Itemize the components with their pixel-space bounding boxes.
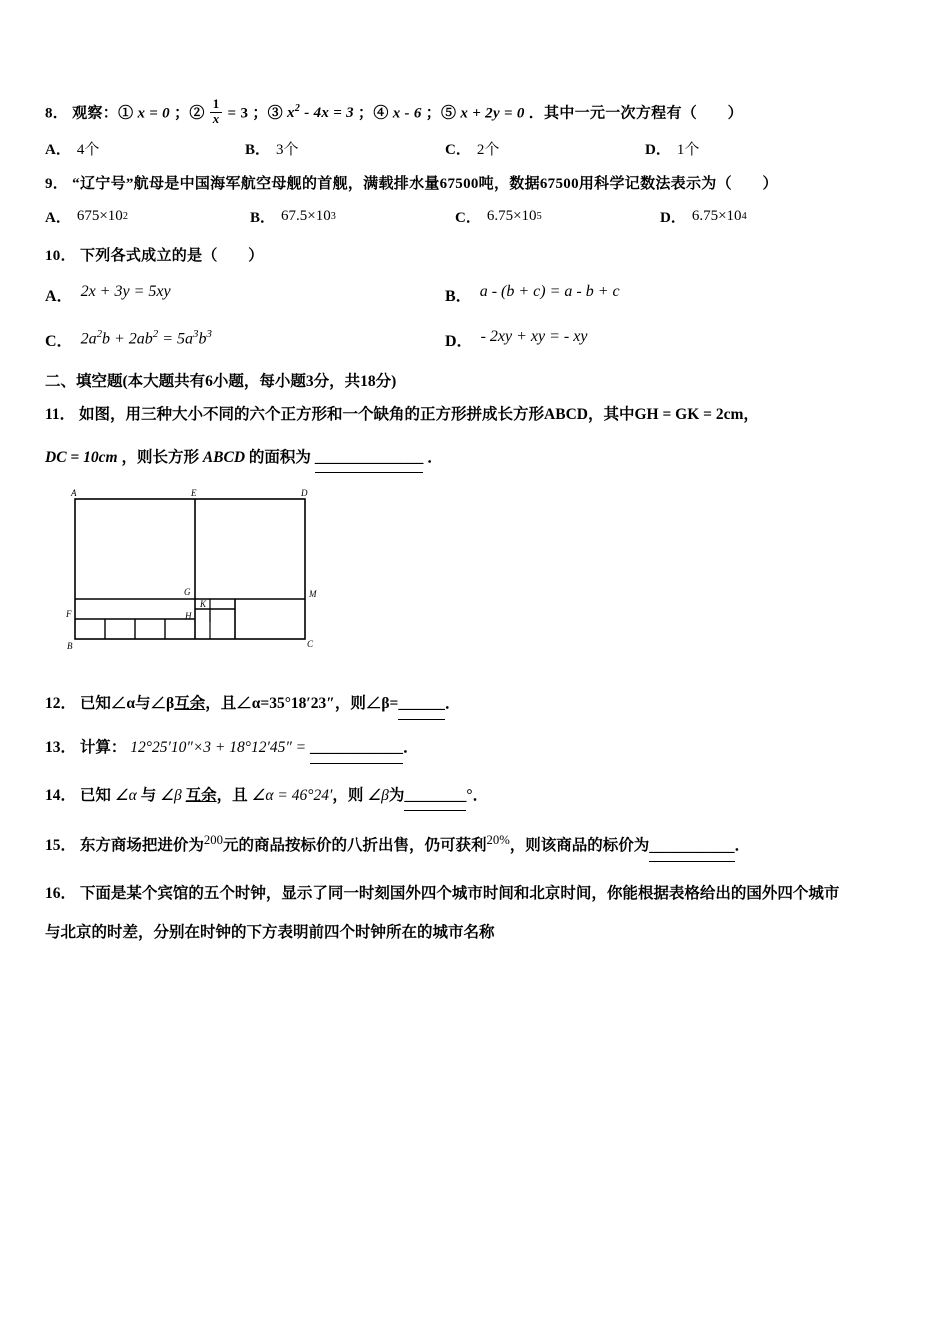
q14-beta: ∠β: [160, 786, 182, 804]
q8-item5: x + 2y = 0: [460, 105, 525, 122]
q9-option-a-mantissa: 675: [76, 207, 100, 224]
q10-option-d[interactable]: [445, 328, 845, 351]
q10-option-b[interactable]: [445, 283, 845, 306]
svg-text:B: B: [67, 641, 73, 652]
q16-line1: 下面是某个宾馆的五个时钟，显示了同一时刻国外四个城市时间和北京时间，你能根据表格给出的国外四个城市: [79, 885, 840, 903]
q9-options: [45, 206, 905, 227]
q9-option-c-exp: 5: [536, 210, 542, 222]
q15-text-b: 元的商品按标价的八折出售，仍可获利: [222, 837, 487, 855]
q15-text-a: 东方商场把进价为: [79, 837, 204, 855]
page-content: [45, 97, 905, 958]
q14-text-e: 为: [388, 786, 405, 804]
question-14: [45, 782, 905, 812]
q8-option-b-text: 3个: [276, 142, 299, 159]
q14-beta-2: ∠β: [367, 786, 389, 804]
q9-option-a-times: ×10: [99, 207, 123, 224]
q14-text-d: ，则: [332, 786, 364, 804]
q8-fraction: [210, 98, 223, 126]
q8-sep4: ；⑤: [425, 105, 457, 122]
q12-number: 12．: [45, 695, 77, 713]
q11-line2end: ．: [427, 448, 443, 466]
q9-option-d[interactable]: [660, 206, 865, 227]
svg-text:C: C: [307, 639, 314, 650]
svg-text:K: K: [200, 599, 207, 610]
q8-item4: x - 6: [392, 105, 422, 122]
q11-line2d: 的面积为: [248, 448, 311, 466]
q9-option-c[interactable]: [455, 206, 660, 227]
question-13: [45, 734, 905, 764]
q9-option-d-exp: 4: [741, 210, 747, 222]
question-11: [45, 401, 905, 430]
svg-text:D: D: [301, 488, 308, 499]
q10-options: [45, 283, 905, 351]
q14-alpha-value: ∠α = 46°24′: [251, 786, 333, 804]
q8-sep2: ；③: [252, 105, 283, 122]
q8-frac-numerator: 1: [210, 98, 223, 113]
q10-option-b-label: B．: [445, 288, 472, 306]
q15-text-c: ，则该商品的标价为: [509, 837, 650, 855]
q9-option-b-mantissa: 67.5: [281, 207, 308, 224]
question-11-line2: [45, 444, 905, 474]
svg-text:E: E: [191, 488, 197, 499]
svg-text:M: M: [309, 589, 317, 600]
q8-frac-eq: = 3: [227, 105, 249, 122]
q10-stem: 下列各式成立的是（ ）: [79, 247, 264, 264]
q15-answer-blank[interactable]: ___________: [649, 833, 734, 863]
q14-text-b: 与: [140, 786, 157, 804]
q13-answer-blank[interactable]: ____________: [310, 734, 403, 764]
q11-answer-blank[interactable]: ______________: [315, 444, 424, 474]
q9-option-a-exp: 2: [122, 210, 128, 222]
q14-alpha: ∠α: [114, 786, 137, 804]
q10-option-a[interactable]: [45, 283, 445, 306]
q8-sep3: ；④: [358, 105, 389, 122]
q9-option-b-times: ×10: [307, 207, 331, 224]
svg-text:A: A: [71, 488, 77, 499]
q13-expression: 12°25′10″×3 + 18°12′45″ =: [130, 739, 307, 757]
q11-line1: 如图，用三种大小不同的六个正方形和一个缺角的正方形拼成长方形ABCD，其中GH = GK = 2cm，: [79, 406, 759, 424]
q13-text-a: 计算：: [79, 739, 127, 757]
q8-sep1: ；②: [174, 105, 205, 122]
q8-option-d-label: D．: [645, 142, 671, 159]
section-2-title: 二、填空题(本大题共有6小题，每小题3分，共18分): [45, 373, 397, 391]
q8-item3: $x^2 - 4x = 3$: [286, 103, 354, 122]
q13-text-b: ．: [403, 739, 419, 757]
q13-number: 13．: [45, 739, 77, 757]
q8-option-a[interactable]: [45, 138, 245, 159]
q12-text-a: 已知∠α与∠β: [79, 695, 175, 713]
q14-text-f: °．: [466, 786, 489, 804]
q8-option-a-label: A．: [45, 142, 71, 159]
q8-option-d[interactable]: [645, 138, 845, 159]
question-11-figure: [55, 487, 905, 672]
q16-number: 16．: [45, 885, 77, 903]
q10-option-a-label: A．: [45, 288, 73, 306]
q10-options-row-2: [45, 328, 905, 351]
q9-option-b[interactable]: [250, 206, 455, 227]
question-8: [45, 97, 905, 128]
q10-option-c[interactable]: [45, 328, 445, 351]
q8-tail: ．其中一元一次方程有（ ）: [528, 105, 743, 122]
q10-option-b-text: a - (b + c) = a - b + c: [479, 283, 620, 301]
q8-frac-denominator: x: [212, 111, 220, 126]
q10-option-c-label: C．: [45, 333, 73, 351]
q12-underlined: 互余: [174, 695, 206, 713]
q8-option-d-text: 1个: [676, 142, 700, 159]
q9-option-c-mantissa: 6.75: [486, 207, 514, 224]
q15-text-d: ．: [734, 837, 751, 855]
q8-number: 8．: [45, 105, 69, 122]
q8-option-a-text: 4个: [76, 142, 100, 159]
q15-profit-value: 20%: [486, 833, 510, 848]
q15-number: 15．: [45, 837, 77, 855]
question-10: [45, 245, 905, 268]
question-15: [45, 829, 905, 862]
q11-abcd: ABCD: [202, 448, 246, 466]
q11-dc-value: DC = 10cm: [45, 448, 118, 466]
svg-text:H: H: [185, 611, 192, 622]
q9-option-d-times: ×10: [718, 207, 742, 224]
q10-option-a-text: 2x + 3y = 5xy: [80, 283, 171, 301]
q16-line2: 与北京的时差，分别在时钟的下方表明前四个时钟所在的城市名称: [45, 923, 495, 941]
svg-text:G: G: [184, 587, 191, 598]
q9-option-a[interactable]: [45, 206, 250, 227]
q11-line2b: ，则长方形: [121, 448, 199, 466]
q14-text-a: 已知: [79, 786, 111, 804]
q14-number: 14．: [45, 786, 77, 804]
q9-option-c-times: ×10: [513, 207, 537, 224]
q9-stem: “辽宁号”航母是中国海军航空母舰的首舰，满载排水量67500吨，数据67500用科学记数法表示为（ ）: [72, 176, 778, 193]
rectangle-puzzle-diagram: [55, 487, 355, 667]
q9-option-d-mantissa: 6.75: [691, 207, 719, 224]
q14-underlined: 互余: [185, 786, 217, 804]
question-12: [45, 690, 905, 720]
q8-option-c[interactable]: [445, 138, 645, 159]
question-9: [45, 173, 905, 196]
q10-option-d-text: - 2xy + xy = - xy: [480, 328, 588, 346]
q9-option-d-label: D．: [660, 209, 686, 226]
q9-option-b-exp: 3: [330, 210, 336, 222]
q12-text-c: ．: [444, 695, 461, 713]
q11-number: 11．: [45, 406, 76, 424]
q10-option-d-label: D．: [445, 333, 473, 351]
question-16: [45, 880, 905, 909]
q8-option-c-text: 2个: [476, 142, 500, 159]
q8-option-c-label: C．: [445, 142, 471, 159]
q8-options: [45, 138, 905, 159]
q12-answer-blank[interactable]: ______: [398, 690, 445, 720]
q12-text-b: ，且∠α=35°18′23″，则∠β=: [205, 695, 399, 713]
q8-option-b[interactable]: [245, 138, 445, 159]
q14-text-c: ，且: [216, 786, 248, 804]
q9-option-a-label: A．: [45, 209, 71, 226]
question-16-line2: [45, 919, 905, 948]
q10-options-row-1: [45, 283, 905, 306]
q14-answer-blank[interactable]: ________: [404, 782, 466, 812]
q9-option-c-label: C．: [455, 209, 481, 226]
q8-item1: x = 0: [137, 105, 170, 122]
q10-number: 10．: [45, 247, 76, 264]
q8-stem-prefix: 观察：①: [72, 105, 134, 122]
q8-option-b-label: B．: [245, 142, 271, 159]
q10-option-c-text: $2a^2b + 2ab^2 = 5a^3b^3$: [80, 328, 212, 348]
q9-option-b-label: B．: [250, 209, 276, 226]
q15-cost-value: 200: [203, 833, 223, 848]
svg-text:F: F: [66, 609, 72, 620]
q9-number: 9．: [45, 176, 69, 193]
